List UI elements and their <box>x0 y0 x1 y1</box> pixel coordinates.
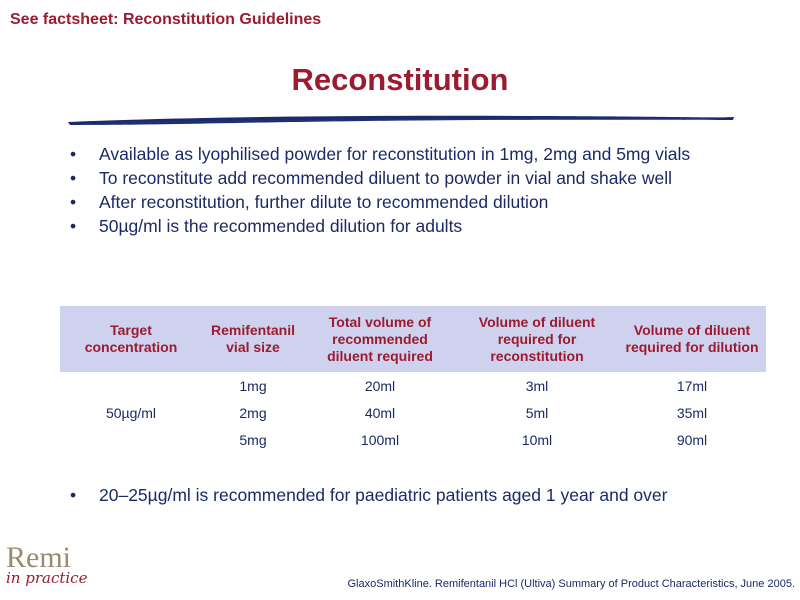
bullet-text: 50µg/ml is the recommended dilution for adults <box>99 216 463 236</box>
bullet-item <box>70 193 760 212</box>
bullet-dot: • <box>70 485 77 505</box>
table-header-row <box>60 306 766 372</box>
table-cell: 20ml <box>364 377 396 394</box>
table-cell: 1mg <box>239 377 267 394</box>
bullet-item <box>70 169 760 188</box>
bullet-item <box>70 145 760 164</box>
table-cell: 10ml <box>521 431 553 448</box>
header-dilution-volume: Volume of diluent required for dilution <box>618 306 766 372</box>
bullet-text: 20–25µg/ml is recommended for paediatric patients aged 1 year and over <box>99 485 668 505</box>
brush-stroke-divider <box>66 113 736 127</box>
table-cell: 100ml <box>360 431 400 448</box>
table-cell: 40ml <box>364 404 396 421</box>
table-cell: 90ml <box>676 431 708 448</box>
citation-footer: GlaxoSmithKline. Remifentanil HCl (Ultiva) Summary of Product Characteristics, June 2005. <box>347 578 795 590</box>
bullet-item <box>70 483 760 507</box>
table-cell: 35ml <box>676 404 708 421</box>
bullet-text: To reconstitute add recommended diluent to powder in vial and shake well <box>99 168 672 188</box>
paediatric-bullet-list <box>70 483 760 507</box>
table-row <box>60 372 766 399</box>
bullet-dot: • <box>70 192 77 212</box>
bullet-dot: • <box>70 168 77 188</box>
dilution-table <box>60 306 766 453</box>
table-cell: 17ml <box>676 377 708 394</box>
table-cell: 3ml <box>525 377 549 394</box>
bullet-item <box>70 217 760 236</box>
table-cell: 5ml <box>525 404 549 421</box>
target-concentration-cell: 50µg/ml <box>105 404 157 421</box>
header-reconstitution-volume: Volume of diluent required for reconstitution <box>456 306 618 372</box>
factsheet-link[interactable]: See factsheet: Reconstitution Guidelines <box>10 11 322 28</box>
logo-tagline: in practice <box>6 569 88 587</box>
bullet-dot: • <box>70 144 77 164</box>
table-cell: 5mg <box>239 431 267 448</box>
remi-in-practice-logo <box>6 543 87 587</box>
table-cell: 2mg <box>239 404 267 421</box>
bullet-text: Available as lyophilised powder for reconstitution in 1mg, 2mg and 5mg vials <box>99 144 691 164</box>
bullet-text: After reconstitution, further dilute to recommended dilution <box>99 192 549 212</box>
header-vial-size: Remifentanil vial size <box>202 306 304 372</box>
slide-title: Reconstitution <box>291 62 509 97</box>
header-total-volume: Total volume of recommended diluent required <box>304 306 456 372</box>
header-target-concentration: Target concentration <box>60 306 202 372</box>
bullet-dot: • <box>70 216 77 236</box>
bullet-list <box>70 145 760 241</box>
logo-word: Remi <box>6 541 71 574</box>
